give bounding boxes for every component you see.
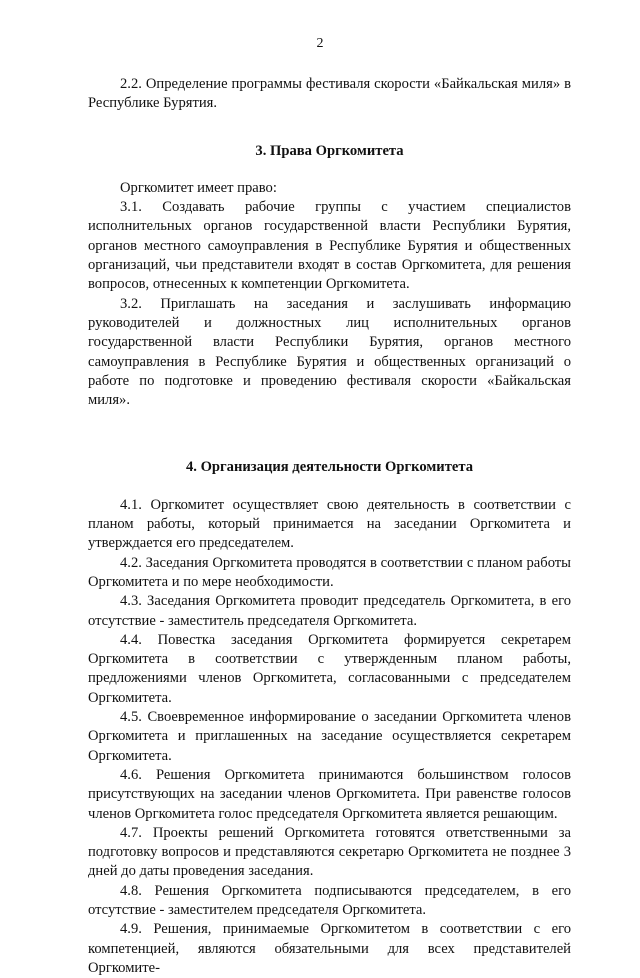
section-4-heading: 4. Организация деятельности Оргкомитета	[185, 459, 473, 476]
paragraph-4-1: 4.1. Оргкомитет осуществляет свою деятельность в соответствии с планом работы, который принимается на заседании Оргкомитета и утверждается его председателем.	[88, 496, 571, 552]
paragraph-4-6: 4.6. Решения Оргкомитета принимаются большинством голосов присутствующих на заседании членов Оргкомитета. При равенстве голосов членов Оргкомитета голос председателя Оргкомитета является решающим.	[88, 766, 571, 822]
paragraph-4-5: 4.5. Своевременное информирование о заседании Оргкомитета членов Оргкомитета и приглашенных на заседание осуществляется секретарем Оргкомитета.	[88, 709, 571, 764]
paragraph-4-8: 4.8. Решения Оргкомитета подписываются председателем, в его отсутствие - заместителем председателя Оргкомитета.	[88, 882, 571, 918]
paragraph-4-7: 4.7. Проекты решений Оргкомитета готовятся ответственными за подготовку вопросов и представляются секретарю Оргкомитета не позднее 3 дней до даты проведения заседания.	[88, 824, 571, 880]
paragraph-4-4: 4.4. Повестка заседания Оргкомитета формируется секретарем Оргкомитета в соответствии с утвержденным планом работы, предложениями членов Оргкомитета, согласованными с председателем Оргкомитета.	[88, 631, 571, 706]
page-number: 2	[316, 36, 324, 51]
document-body	[88, 75, 571, 978]
paragraph-4-2: 4.2. Заседания Оргкомитета проводятся в соответствии с планом работы Оргкомитета и по мере необходимости.	[88, 554, 571, 590]
paragraph-3-2: 3.2. Приглашать на заседания и заслушивать информацию руководителей и должностных лиц исполнительных органов государственной власти Республики Бурятия, органов местного самоуправления в Республике Бурятия и общественных организаций о работе по подготовке и проведению фестиваля скорости «Байкальская миля».	[88, 295, 571, 409]
paragraph-3-1: 3.1. Создавать рабочие группы с участием специалистов исполнительных органов государственной власти Республики Бурятия, органов местного самоуправления в Республике Бурятия и общественных организаций, чьи представители входят в состав Оргкомитета, для решения вопросов, отнесенных к компетенции Оргкомитета.	[88, 199, 571, 293]
section-3-intro: Оргкомитет имеет право:	[120, 179, 277, 196]
paragraph-2-2: 2.2. Определение программы фестиваля скорости «Байкальская миля» в Республике Бурятия.	[88, 76, 571, 112]
section-3-heading: 3. Права Оргкомитета	[255, 142, 404, 159]
paragraph-4-3: 4.3. Заседания Оргкомитета проводит председатель Оргкомитета, в его отсутствие - заместитель председателя Оргкомитета.	[88, 593, 571, 629]
paragraph-4-9: 4.9. Решения, принимаемые Оргкомитетом в соответствии с его компетенцией, являются обязательными для всех представителей Оргкомите-	[88, 921, 571, 976]
